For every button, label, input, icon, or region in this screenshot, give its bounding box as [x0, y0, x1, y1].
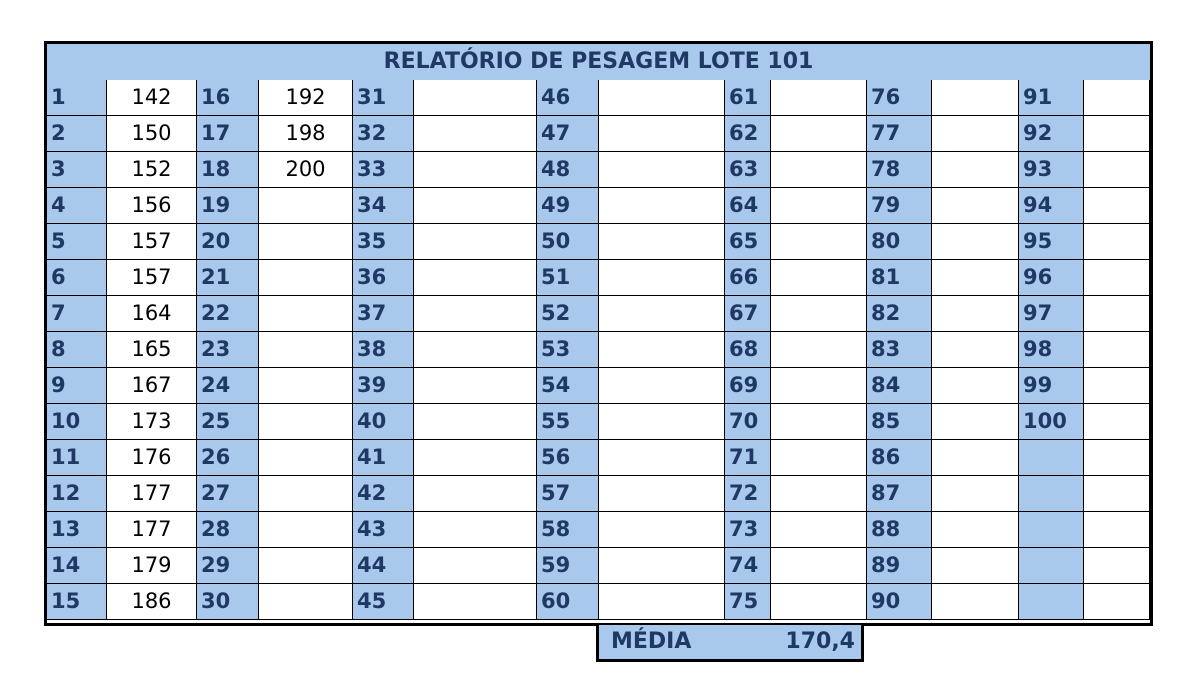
item-number: 20: [197, 224, 259, 260]
weight-value: [932, 188, 1019, 224]
weight-value: [599, 332, 725, 368]
weight-value: [259, 260, 353, 296]
item-number: 34: [353, 188, 414, 224]
weight-value: [932, 260, 1019, 296]
weight-value: [259, 368, 353, 404]
item-number: 16: [197, 80, 259, 116]
item-number: 51: [537, 260, 599, 296]
weight-value: [599, 296, 725, 332]
weighing-report-table: [44, 41, 1153, 626]
weight-value: [259, 548, 353, 584]
item-number: 68: [725, 332, 771, 368]
item-number: 4: [47, 188, 107, 224]
weight-value: 173: [107, 404, 197, 440]
item-number: 98: [1019, 332, 1084, 368]
weight-value: [932, 512, 1019, 548]
item-number: 21: [197, 260, 259, 296]
item-number: 100: [1019, 404, 1084, 440]
weight-value: [1084, 368, 1150, 404]
item-number: 96: [1019, 260, 1084, 296]
item-number: 86: [867, 440, 932, 476]
item-number: 5: [47, 224, 107, 260]
item-number: 87: [867, 476, 932, 512]
item-number: [1019, 440, 1084, 476]
weight-value: [771, 584, 867, 620]
item-number: 49: [537, 188, 599, 224]
item-number: 52: [537, 296, 599, 332]
weight-value: [259, 440, 353, 476]
item-number: 19: [197, 188, 259, 224]
item-number: 75: [725, 584, 771, 620]
weight-value: [771, 116, 867, 152]
weight-value: [259, 584, 353, 620]
item-number: 25: [197, 404, 259, 440]
item-number: 80: [867, 224, 932, 260]
weight-value: [259, 512, 353, 548]
item-number: 83: [867, 332, 932, 368]
weight-value: [414, 440, 537, 476]
weight-value: 200: [259, 152, 353, 188]
weight-value: [1084, 476, 1150, 512]
weight-value: [599, 512, 725, 548]
weight-value: [771, 296, 867, 332]
weight-value: [771, 512, 867, 548]
weight-value: [414, 404, 537, 440]
item-number: 64: [725, 188, 771, 224]
item-number: 84: [867, 368, 932, 404]
item-number: 46: [537, 80, 599, 116]
item-number: [1019, 584, 1084, 620]
weight-value: [599, 80, 725, 116]
item-number: 22: [197, 296, 259, 332]
item-number: 81: [867, 260, 932, 296]
weight-value: 152: [107, 152, 197, 188]
weight-value: 198: [259, 116, 353, 152]
weight-value: [1084, 512, 1150, 548]
weight-value: [1084, 440, 1150, 476]
item-number: 1: [47, 80, 107, 116]
item-number: 76: [867, 80, 932, 116]
weight-value: [932, 224, 1019, 260]
item-number: 32: [353, 116, 414, 152]
item-number: 63: [725, 152, 771, 188]
weight-value: [414, 476, 537, 512]
weight-value: 177: [107, 476, 197, 512]
item-number: 37: [353, 296, 414, 332]
item-number: 31: [353, 80, 414, 116]
item-number: 65: [725, 224, 771, 260]
item-number: 90: [867, 584, 932, 620]
weight-value: [1084, 404, 1150, 440]
item-number: 69: [725, 368, 771, 404]
weight-value: [259, 332, 353, 368]
average-box: [596, 624, 864, 662]
item-number: 45: [353, 584, 414, 620]
weight-value: [1084, 80, 1150, 116]
item-number: 78: [867, 152, 932, 188]
item-number: 93: [1019, 152, 1084, 188]
item-number: 18: [197, 152, 259, 188]
weight-value: [771, 476, 867, 512]
item-number: [1019, 476, 1084, 512]
weight-value: [259, 188, 353, 224]
item-number: 9: [47, 368, 107, 404]
item-number: 54: [537, 368, 599, 404]
item-number: 44: [353, 548, 414, 584]
item-number: 39: [353, 368, 414, 404]
weight-value: [414, 548, 537, 584]
weight-value: [259, 296, 353, 332]
weight-value: [414, 152, 537, 188]
weight-value: [599, 440, 725, 476]
item-number: 99: [1019, 368, 1084, 404]
weight-value: [259, 476, 353, 512]
item-number: 94: [1019, 188, 1084, 224]
weight-value: [1084, 584, 1150, 620]
weight-value: [932, 332, 1019, 368]
weight-value: [259, 404, 353, 440]
weight-value: [771, 332, 867, 368]
weight-value: 142: [107, 80, 197, 116]
item-number: 89: [867, 548, 932, 584]
weight-value: 177: [107, 512, 197, 548]
item-number: 91: [1019, 80, 1084, 116]
item-number: 95: [1019, 224, 1084, 260]
item-number: 57: [537, 476, 599, 512]
item-number: 38: [353, 332, 414, 368]
weight-value: [414, 332, 537, 368]
weight-value: [932, 548, 1019, 584]
item-number: [1019, 548, 1084, 584]
weight-value: [771, 404, 867, 440]
weight-value: [414, 584, 537, 620]
weight-value: 157: [107, 224, 197, 260]
weight-value: [932, 476, 1019, 512]
weight-value: [599, 188, 725, 224]
weight-value: [932, 368, 1019, 404]
weight-value: [771, 152, 867, 188]
item-number: 36: [353, 260, 414, 296]
item-number: 26: [197, 440, 259, 476]
item-number: 29: [197, 548, 259, 584]
weight-value: [932, 440, 1019, 476]
item-number: 56: [537, 440, 599, 476]
weight-value: [771, 368, 867, 404]
item-number: 2: [47, 116, 107, 152]
report-title: RELATÓRIO DE PESAGEM LOTE 101: [47, 44, 1150, 82]
item-number: 82: [867, 296, 932, 332]
weight-value: [1084, 152, 1150, 188]
item-number: 62: [725, 116, 771, 152]
item-number: 17: [197, 116, 259, 152]
weight-value: [599, 548, 725, 584]
weight-value: [932, 584, 1019, 620]
item-number: 88: [867, 512, 932, 548]
average-label: MÉDIA: [611, 629, 692, 654]
weight-value: [1084, 548, 1150, 584]
item-number: 92: [1019, 116, 1084, 152]
weight-value: 164: [107, 296, 197, 332]
item-number: 42: [353, 476, 414, 512]
average-value: 170,4: [785, 629, 855, 654]
item-number: 15: [47, 584, 107, 620]
item-number: 85: [867, 404, 932, 440]
item-number: 61: [725, 80, 771, 116]
weight-value: [414, 116, 537, 152]
weight-value: [771, 188, 867, 224]
weight-value: [414, 512, 537, 548]
item-number: 79: [867, 188, 932, 224]
item-number: 3: [47, 152, 107, 188]
item-number: 6: [47, 260, 107, 296]
weight-value: [1084, 188, 1150, 224]
weight-value: 157: [107, 260, 197, 296]
weight-value: 165: [107, 332, 197, 368]
weight-value: [932, 404, 1019, 440]
item-number: 40: [353, 404, 414, 440]
weight-value: [414, 224, 537, 260]
weight-value: [414, 368, 537, 404]
weight-value: [1084, 332, 1150, 368]
weight-value: [771, 260, 867, 296]
weight-value: 156: [107, 188, 197, 224]
weight-value: 186: [107, 584, 197, 620]
weight-value: [771, 440, 867, 476]
weight-value: [1084, 224, 1150, 260]
weight-value: [599, 224, 725, 260]
weight-value: 167: [107, 368, 197, 404]
item-number: 24: [197, 368, 259, 404]
item-number: 10: [47, 404, 107, 440]
item-number: 28: [197, 512, 259, 548]
weight-value: [771, 80, 867, 116]
weight-value: 192: [259, 80, 353, 116]
item-number: 14: [47, 548, 107, 584]
item-number: 23: [197, 332, 259, 368]
item-number: 27: [197, 476, 259, 512]
weight-value: [599, 584, 725, 620]
item-number: 66: [725, 260, 771, 296]
item-number: 60: [537, 584, 599, 620]
weight-value: 179: [107, 548, 197, 584]
item-number: 77: [867, 116, 932, 152]
weight-value: [599, 476, 725, 512]
weight-value: [259, 224, 353, 260]
weight-value: [599, 152, 725, 188]
item-number: 35: [353, 224, 414, 260]
item-number: 48: [537, 152, 599, 188]
item-number: 74: [725, 548, 771, 584]
weight-value: [1084, 116, 1150, 152]
weight-value: 150: [107, 116, 197, 152]
item-number: 50: [537, 224, 599, 260]
item-number: 11: [47, 440, 107, 476]
item-number: 58: [537, 512, 599, 548]
weight-value: [414, 80, 537, 116]
item-number: 12: [47, 476, 107, 512]
weight-value: [932, 152, 1019, 188]
weight-value: [414, 260, 537, 296]
item-number: 8: [47, 332, 107, 368]
item-number: 70: [725, 404, 771, 440]
item-number: 72: [725, 476, 771, 512]
weight-value: [414, 296, 537, 332]
weight-value: [932, 116, 1019, 152]
item-number: 55: [537, 404, 599, 440]
item-number: 7: [47, 296, 107, 332]
weight-value: [599, 368, 725, 404]
weight-value: [1084, 296, 1150, 332]
item-number: 30: [197, 584, 259, 620]
weight-value: [414, 188, 537, 224]
weight-value: [599, 404, 725, 440]
item-number: 41: [353, 440, 414, 476]
item-number: 53: [537, 332, 599, 368]
weight-value: [771, 548, 867, 584]
item-number: 13: [47, 512, 107, 548]
item-number: 43: [353, 512, 414, 548]
item-number: 97: [1019, 296, 1084, 332]
weight-value: [1084, 260, 1150, 296]
item-number: 33: [353, 152, 414, 188]
weight-value: [932, 296, 1019, 332]
item-number: [1019, 512, 1084, 548]
weight-value: 176: [107, 440, 197, 476]
item-number: 71: [725, 440, 771, 476]
item-number: 67: [725, 296, 771, 332]
item-number: 73: [725, 512, 771, 548]
item-number: 59: [537, 548, 599, 584]
item-number: 47: [537, 116, 599, 152]
weight-value: [599, 260, 725, 296]
weight-value: [599, 116, 725, 152]
weight-value: [932, 80, 1019, 116]
weight-value: [771, 224, 867, 260]
